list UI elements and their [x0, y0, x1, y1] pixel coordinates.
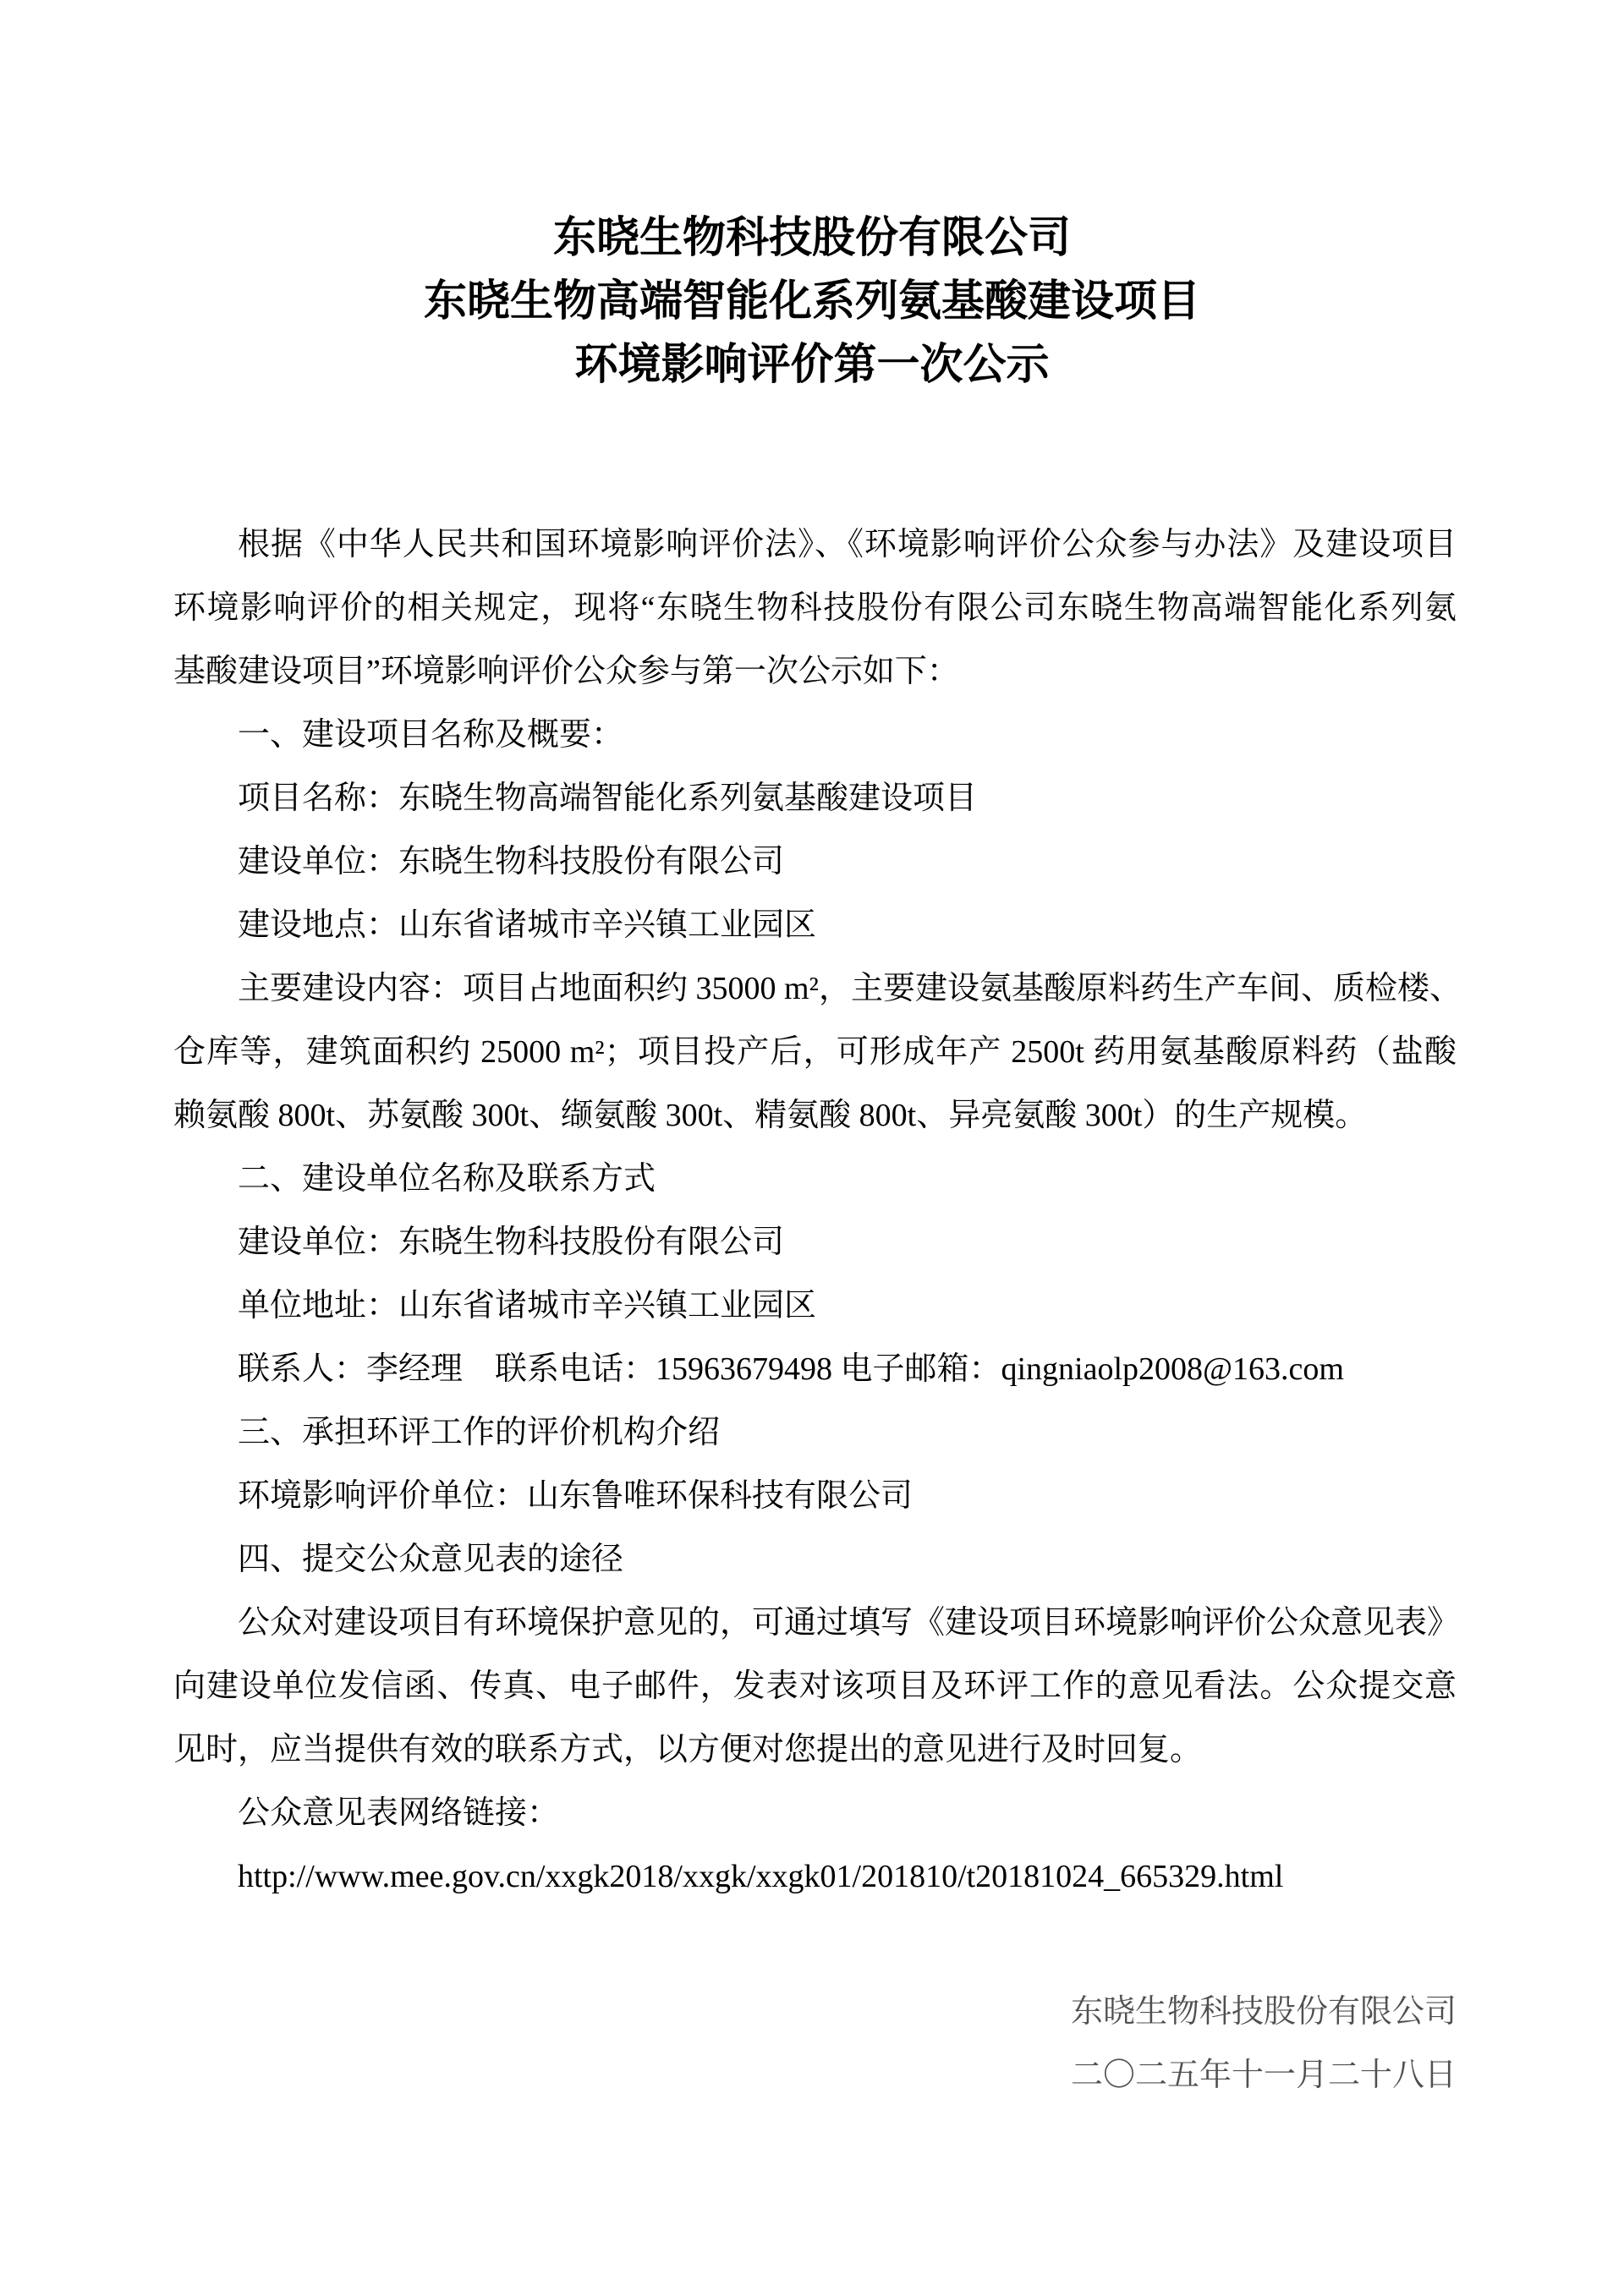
- line-construction-site: [173, 894, 1457, 957]
- text-line: 仓库等，建筑面积约 25000 m²；项目投产后，可形成年产 2500t 药用氨基酸原料药（盐酸: [173, 1034, 1457, 1070]
- text-line: 根据《中华人民共和国环境影响评价法》、《环境影响评价公众参与办法》及建设项目: [238, 527, 1457, 562]
- line-builder-name: [173, 1211, 1457, 1274]
- text-line: 建设单位：东晓生物科技股份有限公司: [238, 1225, 785, 1260]
- text-line: 公众对建设项目有环境保护意见的，可通过填写《建设项目环境影响评价公众意见表》: [238, 1605, 1460, 1641]
- text-line: 赖氨酸 800t、苏氨酸 300t、缬氨酸 300t、精氨酸 800t、异亮氨酸 300t）的生产规模。: [173, 1098, 1368, 1133]
- title-company-name: 东晓生物科技股份有限公司: [552, 215, 1071, 262]
- heading-section-3: [173, 1401, 1457, 1465]
- footer-company-name: 东晓生物科技股份有限公司: [1070, 1994, 1457, 2030]
- footer-date: 二〇二五年十一月二十八日: [1070, 2058, 1457, 2093]
- line-link-url: [173, 1845, 1457, 1909]
- text-line: 环境影响评价的相关规定，现将“东晓生物科技股份有限公司东晓生物高端智能化系列氨: [173, 590, 1457, 626]
- line-contact-info: [173, 1338, 1457, 1401]
- text-line: 公众意见表网络链接：: [238, 1795, 560, 1831]
- paragraph-intro: [173, 513, 1457, 704]
- line-eia-agency: [173, 1465, 1457, 1528]
- paragraph-public-opinion: [173, 1592, 1460, 1782]
- section-heading-text: 二、建设单位名称及联系方式: [238, 1161, 656, 1197]
- heading-section-2: [173, 1148, 1457, 1211]
- public-comment-form-link[interactable]: http://www.mee.gov.cn/xxgk2018/xxgk/xxgk01/201810/t20181024_665329.html: [238, 1859, 1284, 1894]
- line-unit-address: [173, 1274, 1457, 1338]
- heading-section-4: [173, 1528, 1457, 1592]
- paragraph-main-construction-content: [173, 957, 1462, 1148]
- section-heading-text: 一、建设项目名称及概要：: [238, 717, 624, 753]
- section-heading-text: 四、提交公众意见表的途径: [238, 1542, 624, 1577]
- document-footer: [173, 1981, 1457, 2107]
- text-line: 建设单位：东晓生物科技股份有限公司: [238, 844, 785, 879]
- text-line: 主要建设内容：项目占地面积约 35000 m²，主要建设氨基酸原料药生产车间、质检楼、: [238, 971, 1462, 1006]
- text-line: 单位地址：山东省诸城市辛兴镇工业园区: [238, 1288, 817, 1323]
- title-notice-type: 环境影响评价第一次公示: [574, 342, 1050, 389]
- line-link-label: [173, 1782, 1457, 1845]
- text-line: 环境影响评价单位：山东鲁唯环保科技有限公司: [238, 1478, 914, 1514]
- line-construction-unit: [173, 830, 1457, 894]
- line-project-name: [173, 767, 1457, 830]
- text-line: 建设地点：山东省诸城市辛兴镇工业园区: [238, 907, 817, 943]
- text-line: 基酸建设项目”环境影响评价公众参与第一次公示如下：: [173, 654, 959, 689]
- contact-info-text: 联系人：李经理 联系电话：15963679498 电子邮箱：qingniaolp2008@163.com: [238, 1351, 1344, 1387]
- title-project-name: 东晓生物高端智能化系列氨基酸建设项目: [423, 278, 1200, 326]
- document-body: [173, 513, 1462, 1909]
- heading-section-1: [173, 704, 1457, 767]
- document-title: [0, 194, 1624, 389]
- text-line: 向建设单位发信函、传真、电子邮件，发表对该项目及环评工作的意见看法。公众提交意: [173, 1669, 1457, 1704]
- text-line: 项目名称：东晓生物高端智能化系列氨基酸建设项目: [238, 781, 978, 816]
- section-heading-text: 三、承担环评工作的评价机构介绍: [238, 1415, 721, 1450]
- text-line: 见时，应当提供有效的联系方式，以方便对您提出的意见进行及时回复。: [173, 1732, 1203, 1767]
